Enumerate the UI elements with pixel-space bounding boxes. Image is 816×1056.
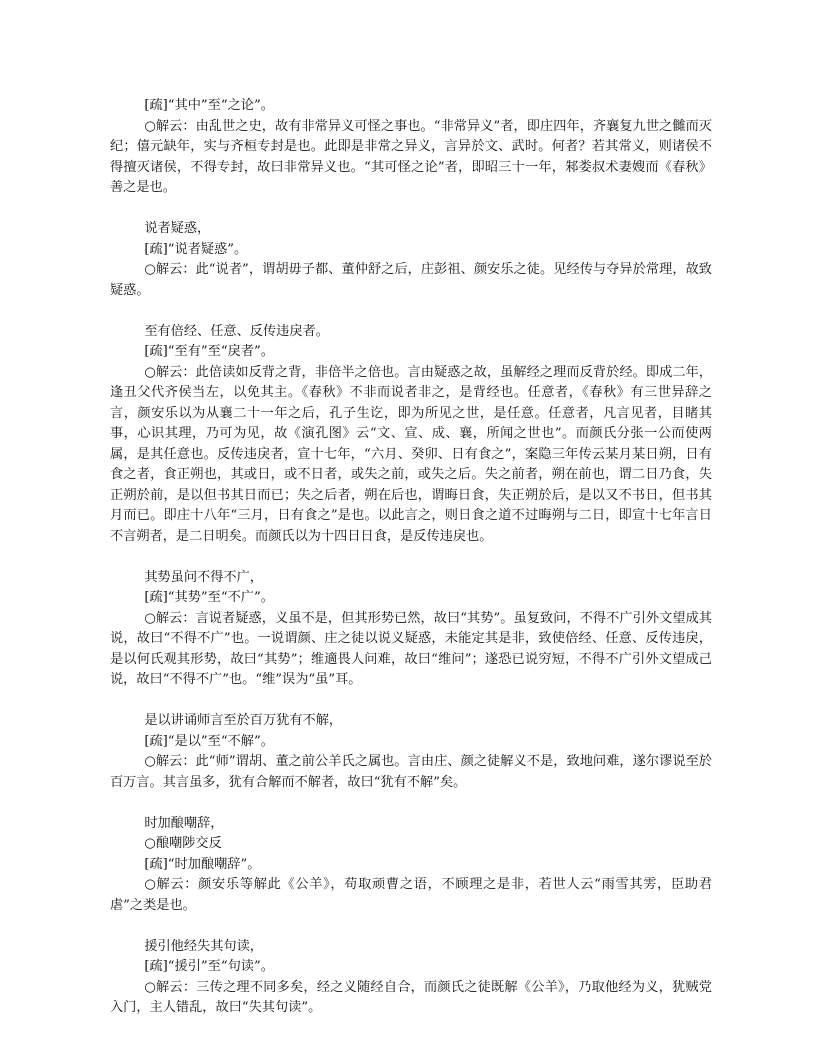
- jie-explanation: ○解云：此“说者”，谓胡毋子都、董仲舒之后，庄彭祖、颜安乐之徒。见经传与夺异於常理，故致疑惑。: [110, 262, 712, 298]
- lead-text: 援引他经失其句读，: [144, 938, 263, 954]
- jie-explanation: ○解云：此“师”谓胡、董之前公羊氏之属也。言由庄、颜之徒解义不是，致地问难，遂尔谬说至於百万言。其言虽多，犹有合解而不解者，故曰“犹有不解”矣。: [110, 754, 712, 790]
- commentary-section-1: [110, 96, 712, 199]
- shu-heading: [疏]“其势”至“不广”。: [144, 590, 274, 605]
- jie-explanation: ○解云：言说者疑惑，义虽不是，但其形势已然，故曰“其势”。虽复致问，不得不广引外文望成其说，故曰“不得不广”也。一说谓颜、庄之徒以说义疑惑，未能定其是非，致使倍经、任意、反传违戾，是以何氏观其形势，故曰“其势”；维適畏人问难，故曰“维问”；遂恐已说穷短，不得不广引外文望成己说，故曰“不得不广”也。“维”误为“虽”耳。: [110, 610, 712, 687]
- jie-explanation: ○解云：三传之理不同多矣，经之义随经自合，而颜氏之徒既解《公羊》，乃取他经为义，犹贼党入门，主人错乱，故曰“失其句读”。: [110, 979, 712, 1015]
- commentary-section-6: [110, 814, 712, 917]
- jie-explanation: ○解云：颜安乐等解此《公羊》，苟取顽曹之语，不顾理之是非，若世人云“雨雪其雱，臣助君虐”之类是也。: [110, 877, 712, 913]
- jie-explanation: ○解云：此倍读如反背之背，非倍半之倍也。言由疑惑之故，虽解经之理而反背於经。即成二年，逢丑父代齐侯当左，以免其主。《春秋》不非而说者非之，是背经也。任意者，《春秋》有三世异辞之言，颜安乐以为从襄二十一年之后，孔子生讫，即为所见之世，是任意。任意者，凡言见者，目睹其事，心识其理，乃可为见，故《演孔图》云“文、宣、成、襄，所闻之世也”。而颜氏分张一公而使两属，是其任意也。反传违戾者，宣十七年，“六月、癸卯、日有食之”，案隐三年传云某月某日朔，日有食之者，食正朔也，其或日，或不日者，或失之前，或失之后。失之前者，朔在前也，谓二日乃食，失正朔於前，是以但书其日而已；失之后者，朔在后也，谓晦日食，失正朔於后，是以又不书日，但书其月而已。即庄十八年“三月，日有食之”是也。以此言之，则日食之道不过晦朔与二日，即宣十七年言日不言朔者，是二日明矣。而颜氏以为十四日日食，是反传违戾也。: [110, 364, 712, 544]
- lead-text: 说者疑惑，: [144, 221, 211, 236]
- shu-heading: [疏]“时加酿嘲辞”。: [144, 856, 261, 872]
- lead-text: 是以讲诵师言至於百万犹有不解，: [144, 713, 343, 728]
- commentary-section-5: [110, 711, 712, 793]
- commentary-section-2: [110, 219, 712, 301]
- commentary-section-7: [110, 937, 712, 1019]
- pronunciation-note: ○酿嘲陟交反: [144, 836, 222, 851]
- jie-explanation: ○解云：由乱世之史，故有非常异义可怪之事也。“非常异义”者，即庄四年，齐襄复九世之雠而灭纪；僖元缺年，实与齐桓专封是也。此即是非常之异义，言异於文、武时。何者？若其常义，则诸侯不得擅灭诸侯，不得专封，故曰非常异义也。“其可怪之论”者，即昭三十一年，邾娄叔术妻嫂而《春秋》善之是也。: [110, 118, 712, 195]
- commentary-section-4: [110, 568, 712, 691]
- lead-text: 其势虽问不得不广，: [144, 569, 263, 585]
- shu-heading: [疏]“是以”至“不解”。: [144, 733, 274, 749]
- lead-text: 时加酿嘲辞，: [144, 815, 224, 831]
- shu-heading: [疏]“说者疑惑”。: [144, 241, 248, 257]
- lead-text: 至有倍经、任意、反传违戾者。: [144, 323, 329, 339]
- shu-heading: [疏]“其中”至“之论”。: [144, 98, 274, 113]
- commentary-section-3: [110, 322, 712, 548]
- shu-heading: [疏]“援引”至“句读”。: [144, 959, 274, 974]
- shu-heading: [疏]“至有”至“戾者”。: [144, 344, 274, 359]
